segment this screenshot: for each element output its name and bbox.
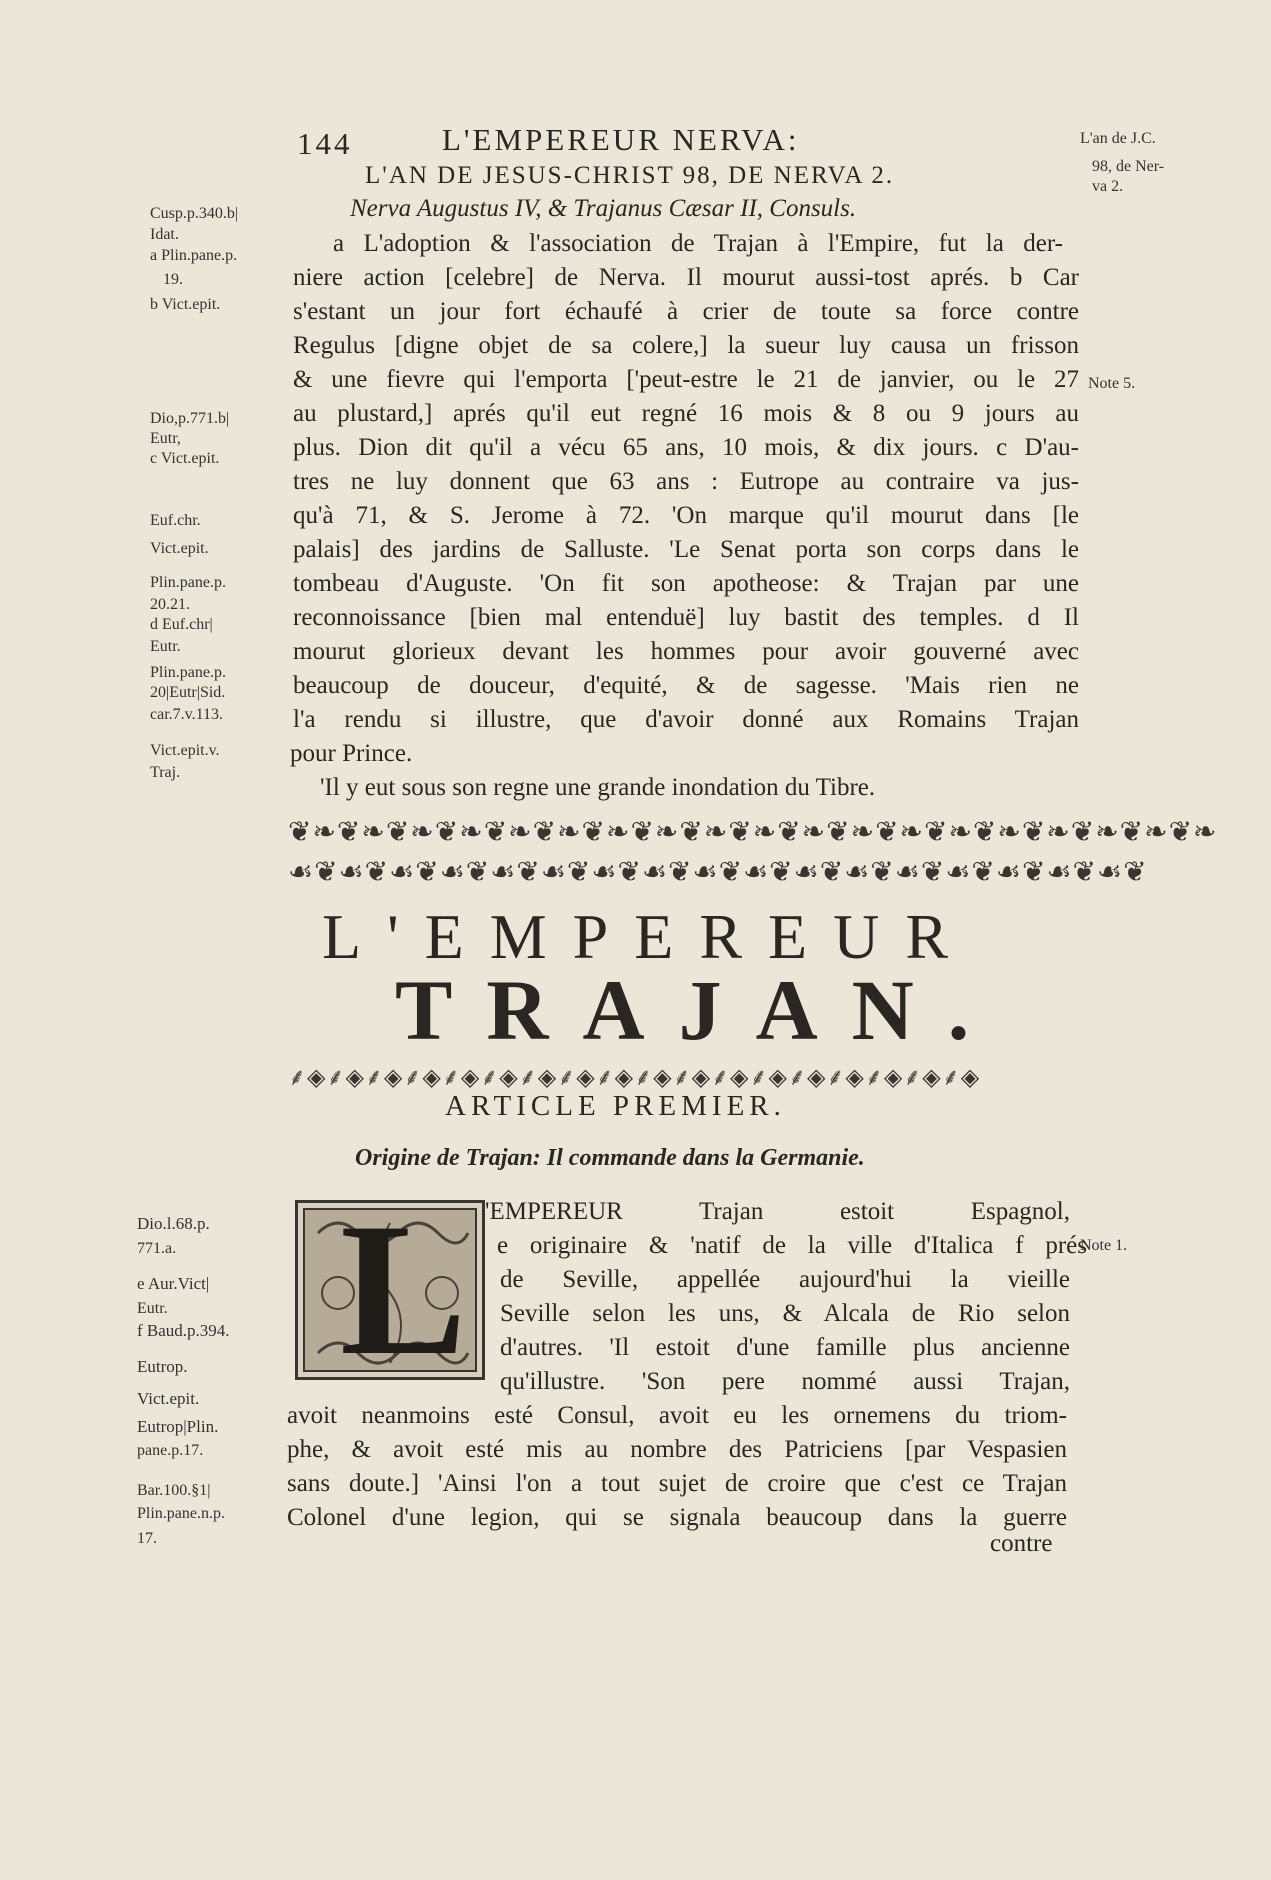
margin-ref: 20.21.: [150, 596, 190, 613]
drop-cap: [295, 1185, 485, 1395]
text-line: beaucoup de douceur, d'equité, & de sagesse. 'Mais rien ne: [293, 672, 1079, 699]
margin-ref: Cusp.p.340.b|: [150, 205, 239, 222]
consuls-line: Nerva Augustus IV, & Trajanus Cæsar II, Consuls.: [350, 195, 857, 222]
ornament-band-top: ❦❧❦❧❦❧❦❧❦❧❦❧❦❧❦❧❦❧❦❧❦❧❦❧❦❧❦❧❦❧❦❧❦❧❦❧❦❧: [288, 817, 1218, 848]
year-line: L'AN DE JESUS-CHRIST 98, DE NERVA 2.: [365, 162, 895, 189]
ornament-band-middle: ☙❦☙❦☙❦☙❦☙❦☙❦☙❦☙❦☙❦☙❦☙❦☙❦☙❦☙❦☙❦☙❦☙❦: [288, 857, 1148, 888]
margin-ref: Vict.epit.: [137, 1389, 200, 1408]
text-line: Colonel d'une legion, qui se signala beaucoup dans la guerre: [287, 1504, 1067, 1531]
margin-ref: 771.a.: [137, 1240, 177, 1257]
margin-ref: Eutr.: [137, 1300, 168, 1317]
margin-ref: a Plin.pane.p.: [150, 247, 238, 264]
margin-ref: Plin.pane.p.: [150, 664, 226, 681]
margin-ref: d Euf.chr|: [150, 616, 213, 633]
ornament-band-lower: ⸙◈⸙◈⸙◈⸙◈⸙◈⸙◈⸙◈⸙◈⸙◈⸙◈⸙◈⸙◈⸙◈⸙◈⸙◈⸙◈⸙◈⸙◈: [288, 1065, 981, 1091]
text-line: tombeau d'Auguste. 'On fit son apotheose: & Trajan par une: [293, 570, 1079, 597]
title-line-2: TRAJAN.: [395, 962, 1004, 1058]
article-heading: ARTICLE PREMIER.: [445, 1090, 786, 1122]
right-year-note-line: L'an de J.C.: [1080, 130, 1156, 147]
margin-ref: e Aur.Vict|: [137, 1274, 210, 1293]
margin-ref: Eutrop.: [137, 1357, 188, 1376]
text-line: Seville selon les uns, & Alcala de Rio selon: [500, 1300, 1070, 1327]
text-line: de Seville, appellée aujourd'hui la vieille: [500, 1266, 1070, 1293]
margin-ref: b Vict.epit.: [150, 296, 221, 313]
text-line: qu'à 71, & S. Jerome à 72. 'On marque qu'il mourut dans [le: [293, 502, 1079, 529]
text-line: sans doute.] 'Ainsi l'on a tout sujet de croire que c'est ce Trajan: [287, 1470, 1067, 1497]
text-line: 'EMPEREUR Trajan estoit Espagnol,: [485, 1198, 1070, 1225]
text-line: reconnoissance [bien mal entenduë] luy bastit des temples. d Il: [293, 604, 1079, 631]
margin-ref: Idat.: [150, 226, 179, 243]
text-line: d'autres. 'Il estoit d'une famille plus ancienne: [500, 1334, 1070, 1361]
title-line-1: L'EMPEREUR: [322, 901, 974, 972]
page-number: 144: [297, 126, 353, 161]
margin-ref: 19.: [163, 271, 183, 288]
paragraph-tiber-flood: 'Il y eut sous son regne une grande inondation du Tibre.: [320, 774, 876, 801]
margin-ref: 20|Eutr|Sid.: [150, 684, 226, 701]
drop-cap-letter: L: [340, 1185, 467, 1395]
text-line: a L'adoption & l'association de Trajan à l'Empire, fut la der-: [333, 230, 1063, 257]
right-margin-note: Note 5.: [1088, 375, 1136, 392]
text-line: avoit neanmoins esté Consul, avoit eu les ornemens du triom-: [287, 1402, 1067, 1429]
margin-ref: 17.: [137, 1530, 157, 1547]
margin-ref: Vict.epit.: [150, 540, 209, 557]
text-line: s'estant un jour fort échaufé à crier de toute sa force contre: [293, 298, 1079, 325]
text-line: tres ne luy donnent que 63 ans : Eutrope au contraire va jus-: [293, 468, 1079, 495]
margin-ref: Dio,p.771.b|: [150, 410, 230, 427]
text-line: Regulus [digne objet de sa colere,] la sueur luy causa un frisson: [293, 332, 1079, 359]
margin-ref: Eutr,: [150, 430, 181, 447]
margin-ref: Traj.: [150, 764, 181, 781]
margin-ref: Euf.chr.: [150, 512, 201, 529]
margin-ref: pane.p.17.: [137, 1442, 204, 1459]
text-line: plus. Dion dit qu'il a vécu 65 ans, 10 mois, & dix jours. c D'au-: [293, 434, 1079, 461]
right-margin-note: Note 1.: [1080, 1237, 1128, 1254]
catchword: contre: [990, 1530, 1053, 1557]
margin-ref: c Vict.epit.: [150, 450, 220, 467]
text-line: mourut glorieux devant les hommes pour avoir gouverné avec: [293, 638, 1079, 665]
text-line: e originaire & 'natif de la ville d'Italica f prés: [497, 1232, 1087, 1259]
margin-ref: Eutrop|Plin.: [137, 1417, 219, 1436]
margin-ref: Plin.pane.n.p.: [137, 1505, 225, 1522]
running-title: L'EMPEREUR NERVA:: [442, 122, 800, 157]
margin-ref: car.7.v.113.: [150, 706, 224, 723]
text-line: palais] des jardins de Salluste. 'Le Senat porta son corps dans le: [293, 536, 1079, 563]
margin-ref: Vict.epit.v.: [150, 742, 220, 759]
article-subtitle: Origine de Trajan: Il commande dans la Germanie.: [355, 1145, 865, 1171]
text-line: niere action [celebre] de Nerva. Il mourut aussi-tost aprés. b Car: [293, 264, 1079, 291]
margin-ref: Dio.l.68.p.: [137, 1214, 210, 1233]
text-line: phe, & avoit esté mis au nombre des Patriciens [par Vespasien: [287, 1436, 1067, 1463]
right-year-note-line: va 2.: [1092, 178, 1124, 195]
right-year-note-line: 98, de Ner-: [1092, 158, 1165, 175]
text-line: qu'illustre. 'Son pere nommé aussi Trajan,: [500, 1368, 1070, 1395]
text-line: & une fievre qui l'emporta ['peut-estre le 21 de janvier, ou le 27: [293, 366, 1079, 393]
text-line: au plustard,] aprés qu'il eut regné 16 mois & 8 ou 9 jours au: [293, 400, 1079, 427]
margin-ref: Plin.pane.p.: [150, 574, 226, 591]
margin-ref: Eutr.: [150, 638, 181, 655]
margin-ref: Bar.100.§1|: [137, 1482, 211, 1499]
margin-ref: f Baud.p.394.: [137, 1321, 230, 1340]
text-line: pour Prince.: [290, 740, 413, 767]
text-line: l'a rendu si illustre, que d'avoir donné aux Romains Trajan: [293, 706, 1079, 733]
